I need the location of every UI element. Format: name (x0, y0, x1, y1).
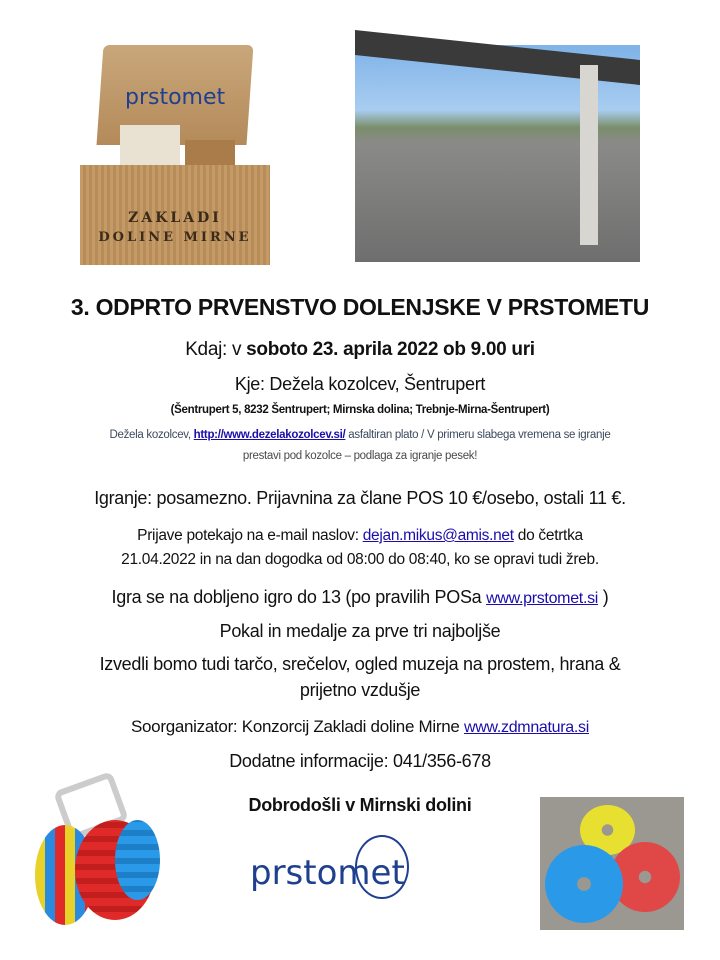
date-label: Kdaj: v (185, 339, 247, 360)
event-location: Kje: Dežela kozolcev, Šentrupert (234, 374, 486, 394)
extras-line2: prijetno vzdušje (299, 680, 421, 700)
extras: Izvedli bomo tudi tarčo, srečelov, ogled muzeja na prostem, hrana & (99, 654, 621, 674)
event-address: (Šentrupert 5, 8232 Šentrupert; Mirnska dolina; Trebnje-Mirna-Šentrupert) (170, 404, 550, 416)
contact-info: Dodatne informacije: 041/356-678 (229, 751, 491, 771)
email-link[interactable]: dejan.mikus@amis.net (362, 527, 514, 544)
page-title: 3. ODPRTO PRVENSTVO DOLENJSKE V PRSTOMETU (70, 294, 650, 320)
play-info: Igranje: posamezno. Prijavnina za člane POS 10 €/osebo, ostali 11 €. (94, 488, 626, 508)
registration-prefix: Prijave potekajo na e-mail naslov: (137, 527, 363, 544)
prstomet-link[interactable]: www.prstomet.si (486, 590, 599, 607)
prstomet-logo (250, 835, 410, 905)
venue-link[interactable]: http://www.dezelakozolcev.si/ (193, 429, 346, 441)
players-photo (355, 45, 640, 262)
rules-suffix: ) (598, 587, 609, 607)
logo-text: prstomet (250, 853, 405, 893)
discs-photo (540, 797, 684, 930)
prizes: Pokal in medalje za prve tri najboljše (219, 621, 501, 641)
box-logo: prstomet (125, 85, 226, 110)
coorganizer-prefix: Soorganizator: Konzorcij Zakladi doline Mirne (130, 717, 464, 736)
venue-suffix: asfaltiran plato / V primeru slabega vremena se igranje (345, 429, 611, 441)
registration-line2: 21.04.2022 in na dan dogodka od 08:00 do 08:40, ko se opravi tudi žreb. (121, 551, 599, 568)
welcome: Dobrodošli v Mirnski dolini (248, 795, 472, 815)
treasure-box-image (80, 45, 270, 265)
registration (0, 527, 720, 545)
registration-suffix: do četrtka (513, 527, 583, 544)
venue-info (0, 429, 720, 441)
date-value: soboto 23. aprila 2022 ob 9.00 uri (246, 339, 535, 360)
event-date (0, 339, 720, 361)
venue-info-line2: prestavi pod kozolce – podlaga za igranje pesek! (242, 450, 478, 462)
rules-prefix: Igra se na dobljeno igro do 13 (po pravilih POSa (111, 587, 487, 607)
box-text-1: ZAKLADI (128, 210, 222, 226)
discs-stack-image (35, 780, 165, 930)
coorganizer (0, 717, 720, 737)
rules (0, 587, 720, 608)
venue-prefix: Dežela kozolcev, (109, 429, 194, 441)
zdmnatura-link[interactable]: www.zdmnatura.si (463, 719, 589, 736)
box-text-2: DOLINE MIRNE (98, 230, 252, 245)
